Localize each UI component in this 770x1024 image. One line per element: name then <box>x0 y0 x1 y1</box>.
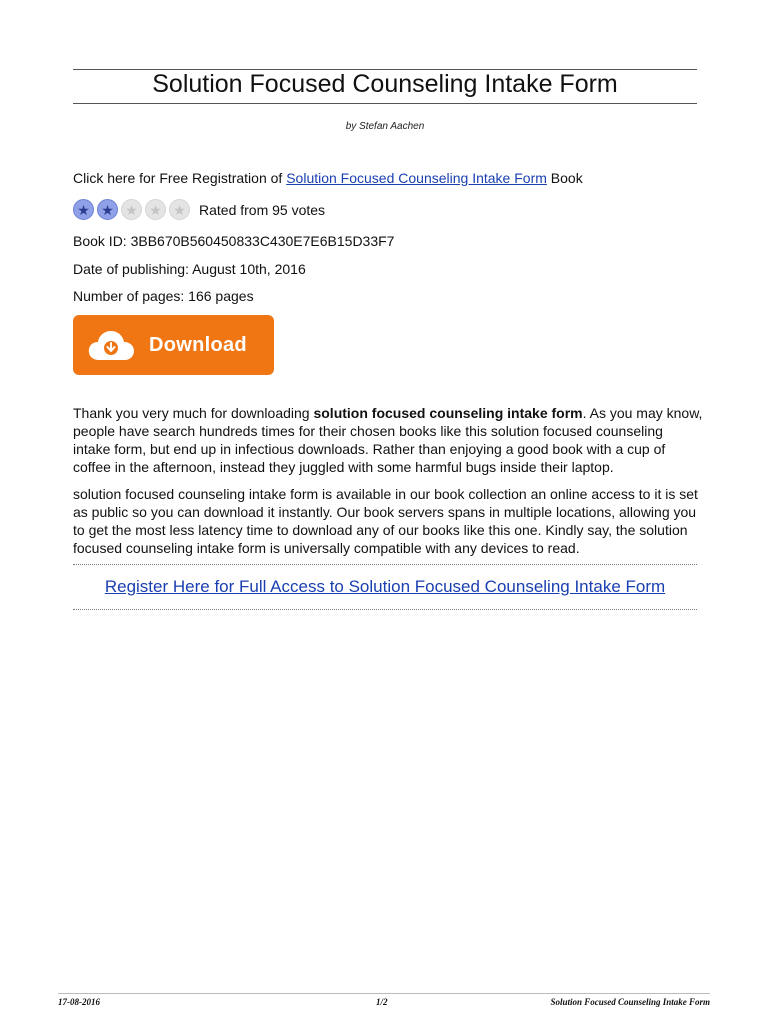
star-icon[interactable]: ★ <box>169 199 190 220</box>
register-bottom-divider <box>73 609 697 610</box>
intro-lead: Thank you very much for downloading <box>73 405 314 421</box>
book-id: Book ID: 3BB670B560450833C430E7E6B15D33F7 <box>73 233 395 249</box>
footer-rule <box>58 993 710 994</box>
registration-line <box>73 170 583 186</box>
star-icon[interactable]: ★ <box>97 199 118 220</box>
star-icon[interactable]: ★ <box>121 199 142 220</box>
registration-link[interactable]: Solution Focused Counseling Intake Form <box>286 170 547 186</box>
document-title: Solution Focused Counseling Intake Form <box>152 70 618 98</box>
registration-suffix: Book <box>546 170 583 186</box>
page-count: Number of pages: 166 pages <box>73 288 254 304</box>
intro-rest: . As you may know, people have search hundreds times for their chosen books like this solution focused counseling intake form, but end up in infectious downloads. Rather than enjoying a good book with a cup of coffee in the afternoon, instead they juggled with some harmful bugs inside their laptop. <box>73 405 703 475</box>
intro-bold-title: solution focused counseling intake form <box>313 405 583 421</box>
download-button[interactable] <box>73 315 274 375</box>
register-top-divider <box>73 564 697 565</box>
star-icon[interactable]: ★ <box>145 199 166 220</box>
rating-stars <box>73 199 325 220</box>
publish-date: Date of publishing: August 10th, 2016 <box>73 261 306 277</box>
download-label: Download <box>149 333 247 356</box>
registration-prefix: Click here for Free Registration of <box>73 170 287 186</box>
register-section <box>73 577 697 597</box>
author-line: by Stefan Aachen <box>345 121 425 132</box>
footer-title: Solution Focused Counseling Intake Form <box>550 997 710 1007</box>
star-icon[interactable]: ★ <box>73 199 94 220</box>
availability-paragraph: solution focused counseling intake form is available in our book collection an online access to it is set as public so you can download it instantly. Our book servers spans in multiple locations, allowing you to get the most less latency time to download any of our books like this one. Kindly say, the solution focused counseling intake form is universally compatible with any devices to read. <box>73 486 698 556</box>
register-link[interactable]: Register Here for Full Access to Solution Focused Counseling Intake Form <box>104 577 666 596</box>
cloud-download-icon <box>87 328 135 362</box>
footer-date: 17-08-2016 <box>58 997 100 1007</box>
rating-text: Rated from 95 votes <box>199 201 326 218</box>
footer-page-number: 1/2 <box>376 997 388 1007</box>
title-bottom-rule <box>73 103 697 104</box>
intro-paragraph <box>73 404 703 476</box>
